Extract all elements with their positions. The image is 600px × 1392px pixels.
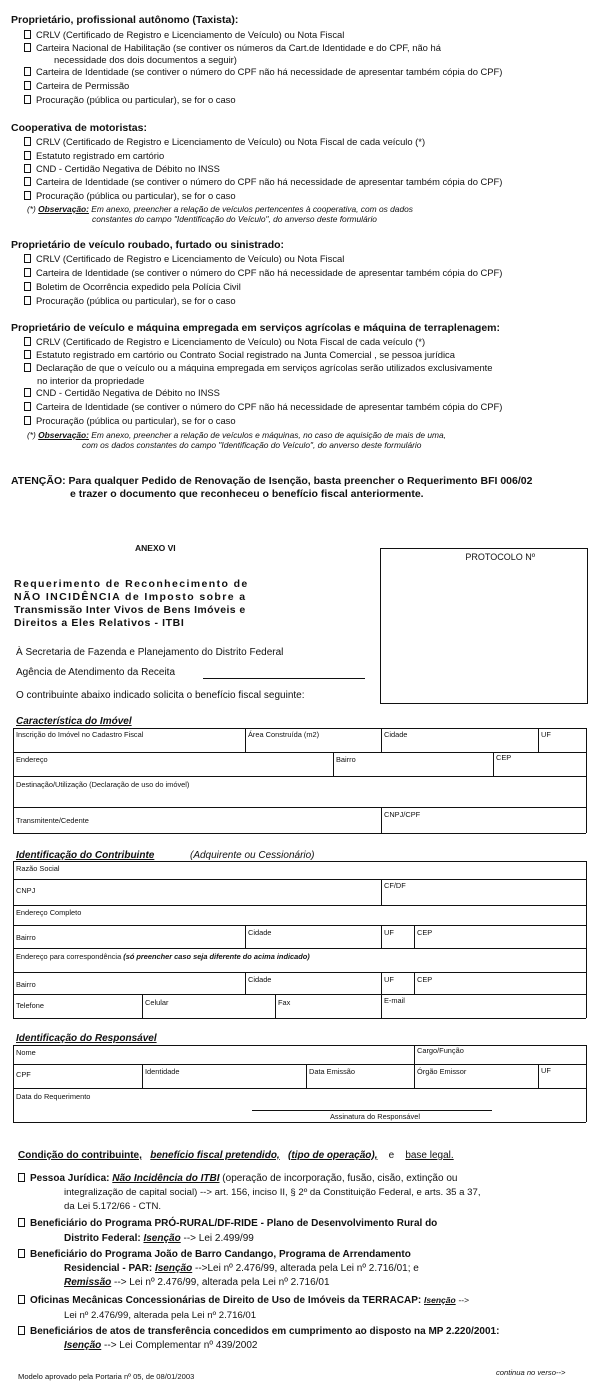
checkbox[interactable] — [18, 1326, 25, 1335]
uf-correspondencia-field[interactable]: UF — [384, 975, 394, 984]
cargo-field[interactable]: Cargo/Função — [417, 1046, 464, 1055]
cep-correspondencia-field[interactable]: CEP — [417, 975, 433, 984]
razao-social-field[interactable]: Razão Social — [16, 864, 60, 873]
observation-note-continuation: com os dados constantes do campo "Identificação do Veículo", do anverso deste formulário — [82, 440, 422, 450]
celular-field[interactable]: Celular — [145, 998, 169, 1007]
checklist-item[interactable]: Boletim de Ocorrência expedido pela Polícia Civil — [24, 282, 241, 292]
checklist-item[interactable]: Carteira de Identidade (se contiver o número do CPF não há necessidade de apresentar também cópia do CPF) — [24, 402, 502, 412]
observation-note: (*) Observação: Em anexo, preencher a relação de veículos e máquinas, no caso de aquisição de mais de uma, — [27, 430, 447, 440]
checkbox[interactable] — [24, 95, 31, 104]
checkbox[interactable] — [24, 191, 31, 200]
checklist-item[interactable]: Procuração (pública ou particular), se for o caso — [24, 191, 236, 201]
checklist-item[interactable]: Procuração (pública ou particular), se for o caso — [24, 416, 236, 426]
section-title: Proprietário de veículo e máquina empregada em serviços agrícolas e máquina de terraplenagem: — [11, 322, 501, 334]
contribuinte-heading: Identificação do Contribuinte — [16, 850, 155, 861]
checklist-item[interactable]: Estatuto registrado em cartório ou Contrato Social registrado na Junta Comercial , se pessoa jurídica — [24, 350, 455, 360]
checklist-item[interactable]: CRLV (Certificado de Registro e Licenciamento de Veículo) ou Nota Fiscal de cada veículo (*) — [24, 337, 425, 347]
checkbox[interactable] — [24, 337, 31, 346]
checklist-item[interactable]: Declaração de que o veículo ou a máquina empregada em serviços agrícolas serão utilizados exclusivamente — [24, 363, 493, 373]
checkbox[interactable] — [24, 388, 31, 397]
checkbox[interactable] — [24, 43, 31, 52]
cnpj-field[interactable]: CNPJ — [16, 886, 36, 895]
checkbox[interactable] — [24, 363, 31, 372]
checklist-item[interactable]: Estatuto registrado em cartório — [24, 151, 164, 161]
assinatura-field[interactable]: Assinatura do Responsável — [330, 1112, 420, 1121]
checklist-item[interactable]: CRLV (Certificado de Registro e Licenciamento de Veículo) ou Nota Fiscal — [24, 30, 344, 40]
checklist-item[interactable]: CRLV (Certificado de Registro e Licenciamento de Veículo) ou Nota Fiscal de cada veículo (*) — [24, 137, 425, 147]
cep-field[interactable]: CEP — [417, 928, 433, 937]
agencia-field[interactable] — [203, 678, 365, 679]
cpf-field[interactable]: CPF — [16, 1070, 31, 1079]
checkbox[interactable] — [24, 254, 31, 263]
observation-note: (*) Observação: Em anexo, preencher a relação de veículos pertencentes à cooperativa, com os dados — [27, 204, 413, 214]
checkbox[interactable] — [24, 67, 31, 76]
modelo-footer: Modelo aprovado pela Portaria nº 05, de 08/01/2003 — [18, 1372, 195, 1381]
checkbox[interactable] — [24, 402, 31, 411]
checkbox[interactable] — [24, 151, 31, 160]
area-field[interactable]: Área Construída (m2) — [248, 730, 320, 739]
item-continuation: necessidade dos dois documentos a seguir) — [54, 54, 237, 65]
checklist-item[interactable]: Procuração (pública ou particular), se for o caso — [24, 95, 236, 105]
agencia-label: Agência de Atendimento da Receita — [16, 667, 175, 678]
contribuinte-heading-note: (Adquirente ou Cessionário) — [190, 850, 315, 861]
secretaria-text: À Secretaria de Fazenda e Planejamento do Distrito Federal — [16, 647, 284, 658]
checklist-item[interactable]: Carteira de Identidade (se contiver o número do CPF não há necessidade de apresentar também cópia do CPF) — [24, 67, 502, 77]
bairro-field[interactable]: Bairro — [16, 933, 36, 942]
protocolo-box[interactable] — [380, 548, 588, 704]
data-requerimento-field[interactable]: Data do Requerimento — [16, 1092, 91, 1101]
uf-field[interactable]: UF — [541, 730, 551, 739]
data-emissao-field[interactable]: Data Emissão — [309, 1067, 356, 1076]
checklist-item[interactable]: Carteira de Identidade (se contiver o número do CPF não há necessidade de apresentar também cópia do CPF) — [24, 177, 502, 187]
checklist-item[interactable]: Procuração (pública ou particular), se for o caso — [24, 296, 236, 306]
checkbox[interactable] — [24, 416, 31, 425]
protocolo-label: PROTOCOLO Nº — [465, 552, 535, 562]
checklist-item[interactable]: Carteira de Permissão — [24, 81, 129, 91]
responsavel-heading: Identificação do Responsável — [16, 1033, 157, 1044]
checklist-item[interactable]: CND - Certidão Negativa de Débito no INSS — [24, 164, 220, 174]
continua-verso: continua no verso--> — [496, 1368, 566, 1377]
checkbox[interactable] — [24, 268, 31, 277]
cfdf-field[interactable]: CF/DF — [384, 881, 406, 890]
checkbox[interactable] — [24, 30, 31, 39]
endereco-field[interactable]: Endereço — [16, 755, 48, 764]
telefone-field[interactable]: Telefone — [16, 1001, 44, 1010]
transmitente-field[interactable]: Transmitente/Cedente — [16, 816, 89, 825]
endereco-completo-field[interactable]: Endereço Completo — [16, 908, 82, 917]
orgao-emissor-field[interactable]: Órgão Emissor — [417, 1067, 467, 1076]
email-field[interactable]: E-mail — [384, 996, 405, 1005]
destinacao-field[interactable]: Destinação/Utilização (Declaração de uso do imóvel) — [16, 780, 190, 789]
annex-title: ANEXO VI — [135, 543, 176, 553]
section-title: Proprietário de veículo roubado, furtado ou sinistrado: — [11, 239, 285, 251]
checkbox[interactable] — [24, 81, 31, 90]
nome-field[interactable]: Nome — [16, 1048, 36, 1057]
uf-field[interactable]: UF — [541, 1066, 551, 1075]
checklist-item[interactable]: CND - Certidão Negativa de Débito no INSS — [24, 388, 220, 398]
identidade-field[interactable]: Identidade — [145, 1067, 180, 1076]
cidade-field[interactable]: Cidade — [248, 928, 272, 937]
checklist-item[interactable]: Carteira de Identidade (se contiver o número do CPF não há necessidade de apresentar também cópia do CPF) — [24, 268, 502, 278]
checkbox[interactable] — [18, 1295, 25, 1304]
correspondencia-field[interactable]: Endereço para correspondência (só preencher caso seja diferente do acima indicado) — [16, 952, 310, 961]
bairro-field[interactable]: Bairro — [336, 755, 356, 764]
cidade-field[interactable]: Cidade — [384, 730, 408, 739]
checkbox[interactable] — [24, 164, 31, 173]
checkbox[interactable] — [18, 1173, 25, 1182]
checkbox[interactable] — [24, 282, 31, 291]
inscricao-field[interactable]: Inscrição do Imóvel no Cadastro Fiscal — [16, 730, 144, 739]
cep-field[interactable]: CEP — [496, 753, 512, 762]
solicita-text: O contribuinte abaixo indicado solicita o benefício fiscal seguinte: — [16, 690, 305, 701]
checkbox[interactable] — [24, 137, 31, 146]
checkbox[interactable] — [24, 177, 31, 186]
cidade-correspondencia-field[interactable]: Cidade — [248, 975, 272, 984]
checkbox[interactable] — [18, 1249, 25, 1258]
section-title: Proprietário, profissional autônomo (Taxista): — [11, 14, 239, 26]
observation-note-continuation: constantes do campo "Identificação do Veículo", do anverso deste formulário — [92, 214, 377, 224]
checkbox[interactable] — [18, 1218, 25, 1227]
checklist-item[interactable]: CRLV (Certificado de Registro e Licenciamento de Veículo) ou Nota Fiscal — [24, 254, 344, 264]
fax-field[interactable]: Fax — [278, 998, 291, 1007]
imovel-heading: Característica do Imóvel — [16, 716, 132, 727]
section-title: Cooperativa de motoristas: — [11, 122, 147, 134]
bairro-correspondencia-field[interactable]: Bairro — [16, 980, 36, 989]
item-continuation: no interior da propriedade — [37, 375, 145, 386]
checkbox[interactable] — [24, 296, 31, 305]
checklist-item[interactable]: Carteira Nacional de Habilitação (se contiver os números da Cart.de Identidade e do CPF, não há — [24, 43, 441, 53]
uf-field[interactable]: UF — [384, 928, 394, 937]
condicao-heading: Condição do contribuinte, benefício fiscal pretendido, (tipo de operação), e base legal. — [18, 1150, 454, 1161]
checkbox[interactable] — [24, 350, 31, 359]
cnpj-cpf-field[interactable]: CNPJ/CPF — [384, 810, 421, 819]
